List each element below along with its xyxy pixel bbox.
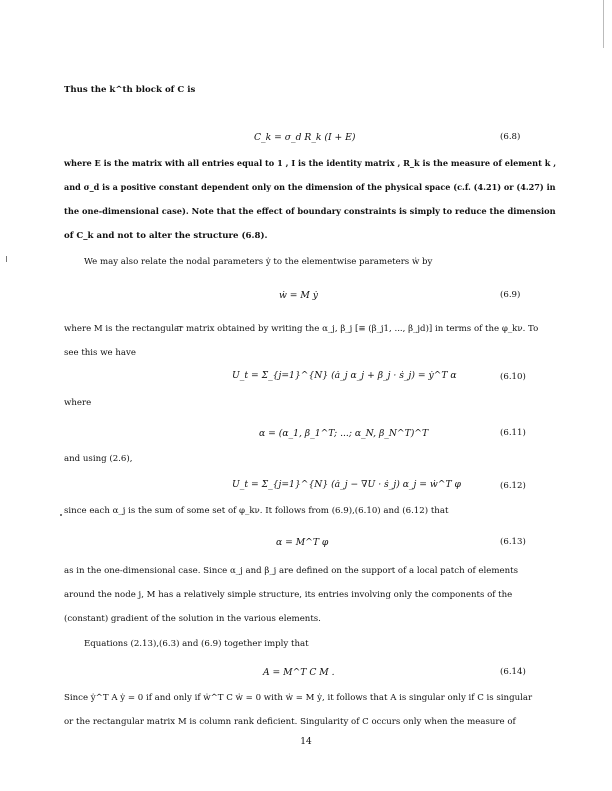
text-line: since each α_j is the sum of some set of φ_kν. It follows from (6.9),(6.10) and (6.12) that: [64, 506, 449, 516]
equation-number: (6.14): [500, 667, 526, 677]
scan-mark-left-2: [60, 514, 62, 516]
text-line: as in the one-dimensional case. Since α_j and β_j are defined on the support of a local patch of elements: [64, 566, 518, 576]
equation-6-13: α = M^T φ: [276, 537, 329, 548]
text-line: Thus the k^th block of C is: [64, 85, 196, 95]
equation-6-14: A = M^T C M .: [263, 667, 335, 678]
equation-number: (6.10): [500, 372, 526, 382]
text-line: the one-dimensional case). Note that the effect of boundary constraints is simply to reduce the dimension: [64, 207, 556, 217]
text-line: where M is the rectangular matrix obtained by writing the α_j, β_j [≡ (β_j1, ..., β_jd)] in terms of the φ_kν. To: [64, 324, 539, 334]
text-line: of C_k and not to alter the structure (6.8).: [64, 231, 268, 241]
text-line: (constant) gradient of the solution in the various elements.: [64, 614, 321, 624]
equation-6-8: C_k = σ_d R_k (I + E): [254, 132, 356, 143]
equation-number: (6.11): [500, 428, 526, 438]
text-line: where E is the matrix with all entries equal to 1 , I is the identity matrix , R_k is the measure of element k ,: [64, 159, 557, 169]
equation-6-12: U_t = Σ_{j=1}^{N} (ȧ_j − ∇U · ṡ_j) α_j = ẇ^T φ: [232, 479, 461, 490]
text-line: and using (2.6),: [64, 454, 133, 464]
equation-number: (6.12): [500, 481, 526, 491]
equation-number: (6.9): [500, 290, 521, 300]
equation-6-10: U_t = Σ_{j=1}^{N} (ȧ_j α_j + β_j · ṡ_j) = ẏ^T α: [232, 370, 457, 381]
scan-mark-right: [603, 0, 604, 48]
scan-mark-left: [6, 256, 7, 262]
text-line: Since ẏ^T A ẏ = 0 if and only if ẇ^T C ẇ = 0 with ẇ = M ẏ, it follows that A is singular only if C is singular: [64, 693, 533, 703]
page-number: 14: [300, 737, 312, 747]
equation-6-11: α = (α_1, β_1^T; ...; α_N, β_N^T)^T: [259, 428, 429, 439]
equation-6-9: ẇ = M ẏ: [279, 290, 318, 301]
text-line: around the node j, M has a relatively simple structure, its entries involving only the components of the: [64, 590, 513, 600]
text-line: and σ_d is a positive constant dependent only on the dimension of the physical space (c.f. (4.21) or (4.27) in: [64, 183, 556, 193]
equation-number: (6.8): [500, 132, 521, 142]
text-line: where: [64, 398, 92, 408]
text-line: Equations (2.13),(6.3) and (6.9) together imply that: [84, 639, 309, 649]
text-line: We may also relate the nodal parameters ẏ to the elementwise parameters ẇ by: [84, 257, 433, 267]
text-line: or the rectangular matrix M is column rank deficient. Singularity of C occurs only when the measure of: [64, 717, 516, 727]
equation-number: (6.13): [500, 537, 526, 547]
text-line: see this we have: [64, 348, 136, 358]
